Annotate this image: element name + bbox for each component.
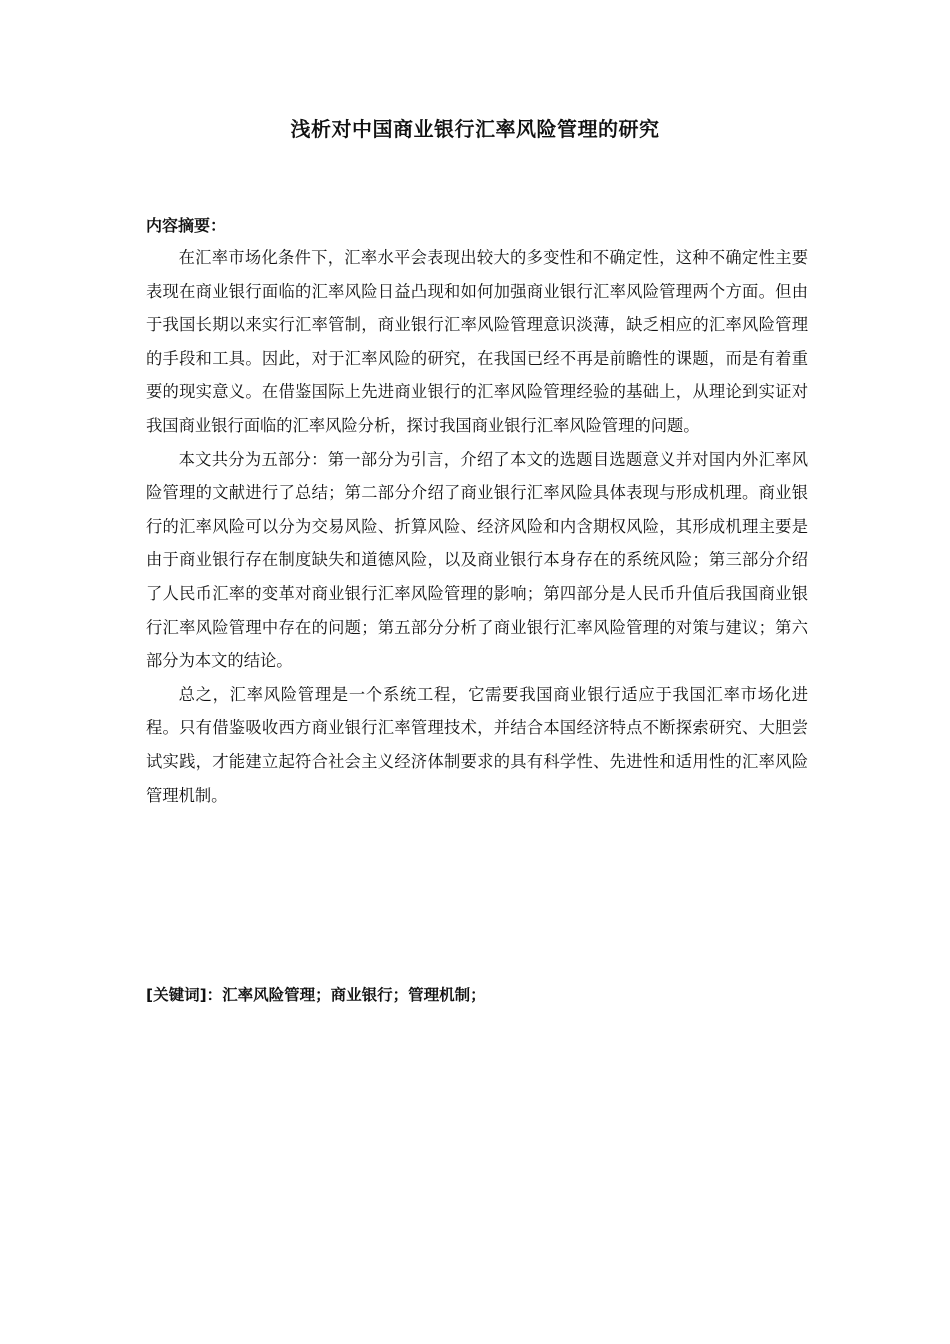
document-title: 浅析对中国商业银行汇率风险管理的研究 bbox=[290, 117, 660, 141]
abstract-paragraph-2: 本文共分为五部分：第一部分为引言，介绍了本文的选题目选题意义并对国内外汇率风险管理的文献进行了总结；第二部分介绍了商业银行汇率风险具体表现与形成机理。商业银行的汇率风险可以分为交易风险、折算风险、经济风险和内含期权风险，其形成机理主要是由于商业银行存在制度缺失和道德风险，以及商业银行本身存在的系统风险；第三部分介绍了人民币汇率的变革对商业银行汇率风险管理的影响；第四部分是人民币升值后我国商业银行汇率风险管理中存在的问题；第五部分分析了商业银行汇率风险管理的对策与建议；第六部分为本文的结论。 bbox=[146, 449, 808, 671]
abstract-paragraph-3: 总之，汇率风险管理是一个系统工程，它需要我国商业银行适应于我国汇率市场化进程。只有借鉴吸收西方商业银行汇率管理技术，并结合本国经济特点不断探索研究、大胆尝试实践，才能建立起符合社会主义经济体制要求的具有科学性、先进性和适用性的汇率风险管理机制。 bbox=[146, 684, 808, 805]
abstract-heading: 内容摘要： bbox=[146, 216, 227, 235]
abstract-paragraph-1: 在汇率市场化条件下，汇率水平会表现出较大的多变性和不确定性，这种不确定性主要表现在商业银行面临的汇率风险日益凸现和如何加强商业银行汇率风险管理两个方面。但由于我国长期以来实行汇率管制，商业银行汇率风险管理意识淡薄，缺乏相应的汇率风险管理的手段和工具。因此，对于汇率风险的研究，在我国已经不再是前瞻性的课题，而是有着重要的现实意义。在借鉴国际上先进商业银行的汇率风险管理经验的基础上，从理论到实证对我国商业银行面临的汇率风险分析，探讨我国商业银行汇率风险管理的问题。 bbox=[146, 248, 808, 435]
keywords-line: [关键词]：汇率风险管理；商业银行；管理机制； bbox=[146, 986, 486, 1004]
abstract-body bbox=[146, 241, 808, 812]
